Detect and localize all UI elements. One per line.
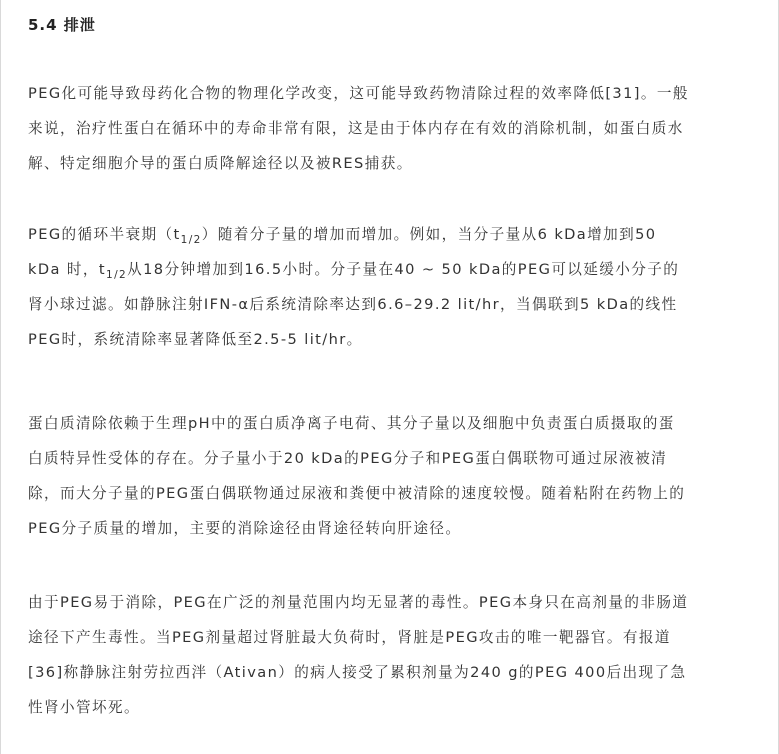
paragraph-line: 途径下产生毒性。当PEG剂量超过肾脏最大负荷时，肾脏是PEG攻击的唯一靶器官。有报道 bbox=[28, 629, 671, 646]
paragraph-line: PEG化可能导致母药化合物的物理化学改变，这可能导致药物清除过程的效率降低[31]。一般 bbox=[28, 85, 689, 102]
paragraph-line: PEG分子质量的增加，主要的消除途径由肾途径转向肝途径。 bbox=[28, 520, 462, 537]
paragraph-line: [36]称静脉注射劳拉西泮（Ativan）的病人接受了累积剂量为240 g的PEG 400后出现了急 bbox=[28, 664, 687, 681]
paragraph-line: 由于PEG易于消除，PEG在广泛的剂量范围内均无显著的毒性。PEG本身只在高剂量的非肠道 bbox=[28, 594, 689, 611]
paragraph-line: 白质特异性受体的存在。分子量小于20 kDa的PEG分子和PEG蛋白偶联物可通过尿液被清 bbox=[28, 450, 668, 467]
subscript: 1/2 bbox=[180, 234, 202, 246]
text-run: kDa 时，t bbox=[28, 261, 106, 278]
paragraph-line: PEG时，系统清除率显著降低至2.5-5 lit/hr。 bbox=[28, 331, 363, 348]
paragraph-toxicity bbox=[28, 585, 754, 725]
subscript: 1/2 bbox=[105, 269, 128, 281]
section-heading: 5.4 排泄 bbox=[28, 16, 96, 34]
text-run: PEG的循环半衰期（t bbox=[28, 226, 181, 243]
paragraph-line: 性肾小管坏死。 bbox=[28, 699, 140, 716]
paragraph-line: 除，而大分子量的PEG蛋白偶联物通过尿液和粪便中被清除的速度较慢。随着粘附在药物上的 bbox=[28, 485, 686, 502]
paragraph-line: 蛋白质清除依赖于生理pH中的蛋白质净离子电荷、其分子量以及细胞中负责蛋白质摄取的蛋 bbox=[28, 415, 675, 432]
paragraph-line bbox=[28, 252, 754, 287]
text-run: ）随着分子量的增加而增加。例如，当分子量从6 kDa增加到50 bbox=[201, 226, 657, 243]
paragraph-elimination-intro bbox=[28, 76, 754, 181]
paragraph-half-life bbox=[28, 217, 754, 357]
paragraph-protein-clearance bbox=[28, 406, 754, 546]
paragraph-line bbox=[28, 217, 754, 252]
text-run: 从18分钟增加到16.5小时。分子量在40 ~ 50 kDa的PEG可以延缓小分子的 bbox=[127, 261, 680, 278]
paragraph-line: 解、特定细胞介导的蛋白质降解途径以及被RES捕获。 bbox=[28, 155, 413, 172]
paragraph-line: 肾小球过滤。如静脉注射IFN-α后系统清除率达到6.6–29.2 lit/hr，当偶联到5 kDa的线性 bbox=[28, 296, 678, 313]
paragraph-line: 来说，治疗性蛋白在循环中的寿命非常有限，这是由于体内存在有效的消除机制，如蛋白质水 bbox=[28, 120, 684, 137]
